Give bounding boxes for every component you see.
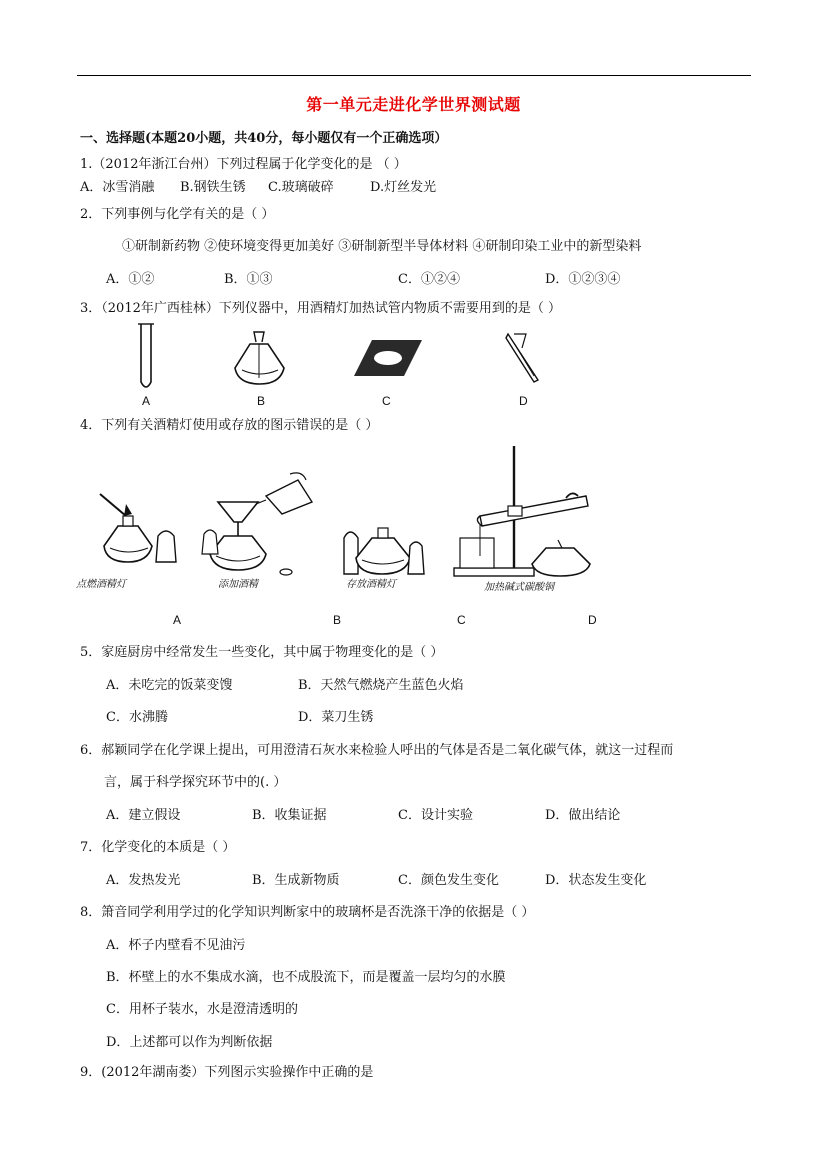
q8-option-a: A．杯子内壁看不见油污 [106,938,246,953]
q1-option-b: B.钢铁生锈 [180,180,246,195]
q8-option-b: B．杯壁上的水不集成水滴，也不成股流下，而是覆盖一层均匀的水膜 [106,970,506,985]
q1-option-a: A．冰雪消融 [80,180,155,195]
q6-option-d: D．做出结论 [545,808,621,823]
q6-option-c: C．设计实验 [398,808,473,823]
q3-label-a: A [142,394,151,408]
section-heading: 一、选择题(本题20小题，共40分，每小题仅有一个正确选项） [80,131,448,146]
q2-items: ①研制新药物 ②使环境变得更加美好 ③研制新型半导体材料 ④研制印染工业中的新型染料 [122,239,642,254]
q5-option-b: B．天然气燃烧产生蓝色火焰 [298,678,464,693]
alcohol-lamp-figure [232,328,288,388]
q9-stem: 9．(2012年湖南娄）下列图示实验操作中正确的是 [80,1065,374,1080]
asbestos-gauze-figure [352,338,424,378]
test-tube-figure [134,322,158,392]
q3-label-c: C [382,394,391,408]
q1-stem: 1.（2012年浙江台州）下列过程属于化学变化的是 （ ） [80,157,407,172]
lamp-storage-figure [336,518,428,578]
q3-label-b: B [257,394,266,408]
q7-option-c: C．颜色发生变化 [398,873,499,888]
q7-option-b: B．生成新物质 [252,873,340,888]
q4-caption-b: 添加酒精 [218,579,258,590]
q4-label-c: C [457,613,466,627]
q4-caption-d: 加热碱式碳酸铜 [484,582,554,593]
q2-option-d: D．①②③④ [545,272,621,287]
q5-option-c: C．水沸腾 [106,710,168,725]
q4-label-d: D [588,613,597,627]
q3-stem: 3．（2012年广西桂林）下列仪器中，用酒精灯加热试管内物质不需要用到的是（ ） [80,301,561,316]
q1-option-c: C.玻璃破碎 [268,180,334,195]
q6-option-b: B．收集证据 [252,808,327,823]
page-title: 第一单元走进化学世界测试题 [306,95,521,114]
q8-option-d: D．上述都可以作为判断依据 [106,1035,273,1050]
q4-label-a: A [173,613,182,627]
lamp-lighting-figure [96,490,180,578]
q6-stem-line2: 言，属于科学探究环节中的(. ） [104,775,287,790]
q2-option-a: A．①② [106,272,155,287]
header-rule [77,75,751,76]
q4-stem: 4．下列有关酒精灯使用或存放的图示错误的是（ ） [80,418,379,433]
lamp-filling-figure [194,470,334,578]
q2-stem: 2．下列事例与化学有关的是（ ） [80,207,275,222]
q6-stem-line1: 6．郝颖同学在化学课上提出，可用澄清石灰水来检验人呼出的气体是否是二氧化碳气体，就这一过程而 [80,743,674,758]
heating-apparatus-figure [450,444,610,582]
q8-option-c: C．用杯子装水，水是澄清透明的 [106,1002,298,1017]
q4-caption-c: 存放酒精灯 [346,579,396,590]
q7-stem: 7．化学变化的本质是（ ） [80,840,236,855]
test-tube-holder-figure [504,330,544,384]
q2-option-b: B．①③ [224,272,273,287]
q7-option-d: D．状态发生变化 [545,873,647,888]
q5-option-d: D．菜刀生锈 [298,710,374,725]
q7-option-a: A．发热发光 [106,873,181,888]
q1-option-d: D.灯丝发光 [370,180,437,195]
q6-option-a: A．建立假设 [106,808,181,823]
q4-label-b: B [333,613,342,627]
q3-label-d: D [519,394,528,408]
q2-option-c: C．①②④ [398,272,460,287]
q4-caption-a: 点燃酒精灯 [76,579,126,590]
q8-stem: 8．箫音同学利用学过的化学知识判断家中的玻璃杯是否洗涤干净的依据是（ ） [80,905,535,920]
q5-stem: 5．家庭厨房中经常发生一些变化，其中属于物理变化的是（ ） [80,645,444,660]
q5-option-a: A．未吃完的饭菜变馊 [106,678,233,693]
